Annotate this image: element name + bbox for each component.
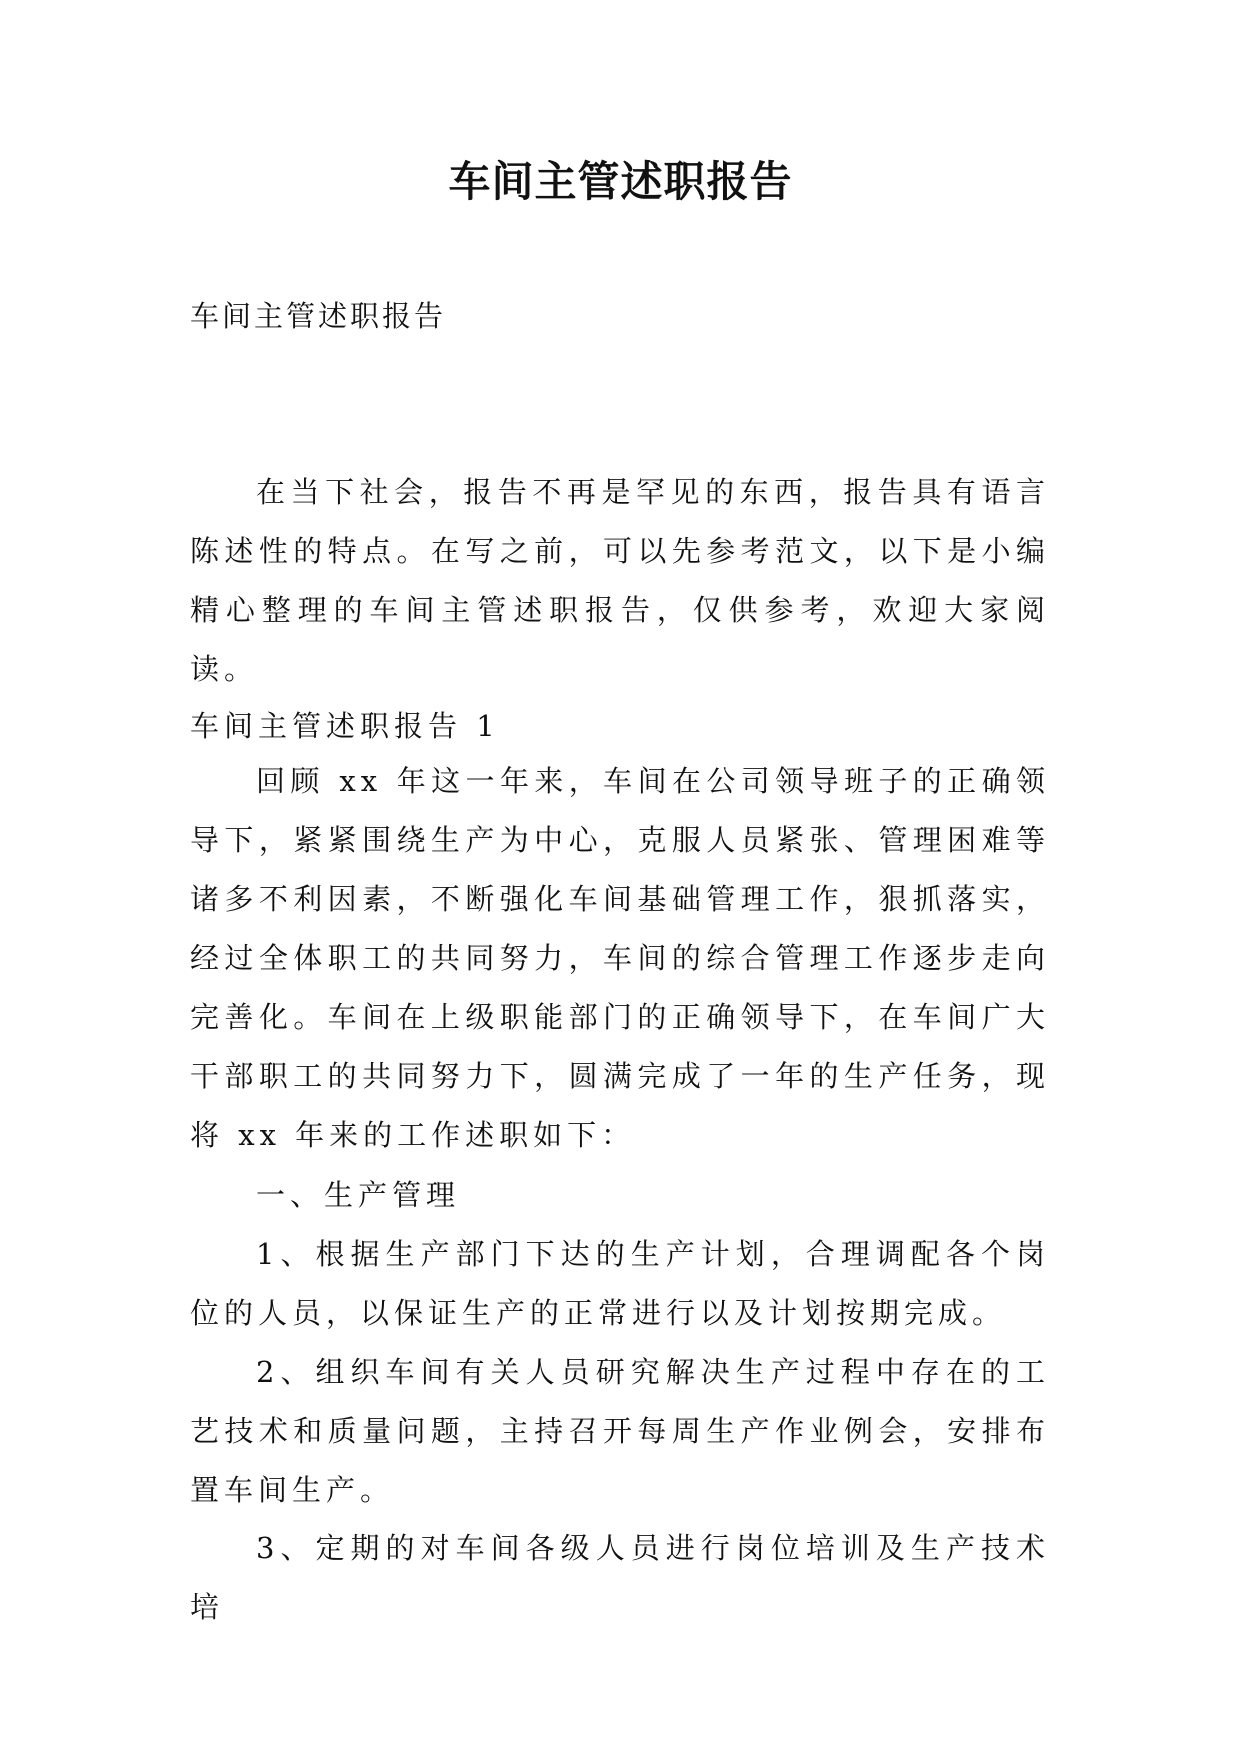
document-subtitle: 车间主管述职报告 (190, 299, 447, 333)
body-paragraph: 回顾 xx 年这一年来，车间在公司领导班子的正确领导下，紧紧围绕生产为中心，克服人员紧张、管理困难等诸多不利因素，不断强化车间基础管理工作，狠抓落实，经过全体职工的共同努力，车间的综合管理工作逐步走向完善化。车间在上级职能部门的正确领导下，在车间广大干部职工的共同努力下，圆满完成了一年的生产任务，现将 xx 年来的工作述职如下： (190, 764, 1050, 1152)
document-title: 车间主管述职报告 (448, 157, 793, 206)
list-item: 2、组织车间有关人员研究解决生产过程中存在的工艺技术和质量问题，主持召开每周生产作业例会，安排布置车间生产。 (190, 1355, 1050, 1507)
list-item: 1、根据生产部门下达的生产计划，合理调配各个岗位的人员，以保证生产的正常进行以及计划按期完成。 (190, 1237, 1050, 1330)
section-title: 车间主管述职报告 1 (190, 709, 500, 743)
section-heading: 一、生产管理 (256, 1178, 461, 1212)
intro-paragraph: 在当下社会，报告不再是罕见的东西，报告具有语言陈述性的特点。在写之前，可以先参考范文，以下是小编精心整理的车间主管述职报告，仅供参考，欢迎大家阅读。 (190, 475, 1050, 686)
list-item: 3、定期的对车间各级人员进行岗位培训及生产技术培 (190, 1531, 1050, 1624)
